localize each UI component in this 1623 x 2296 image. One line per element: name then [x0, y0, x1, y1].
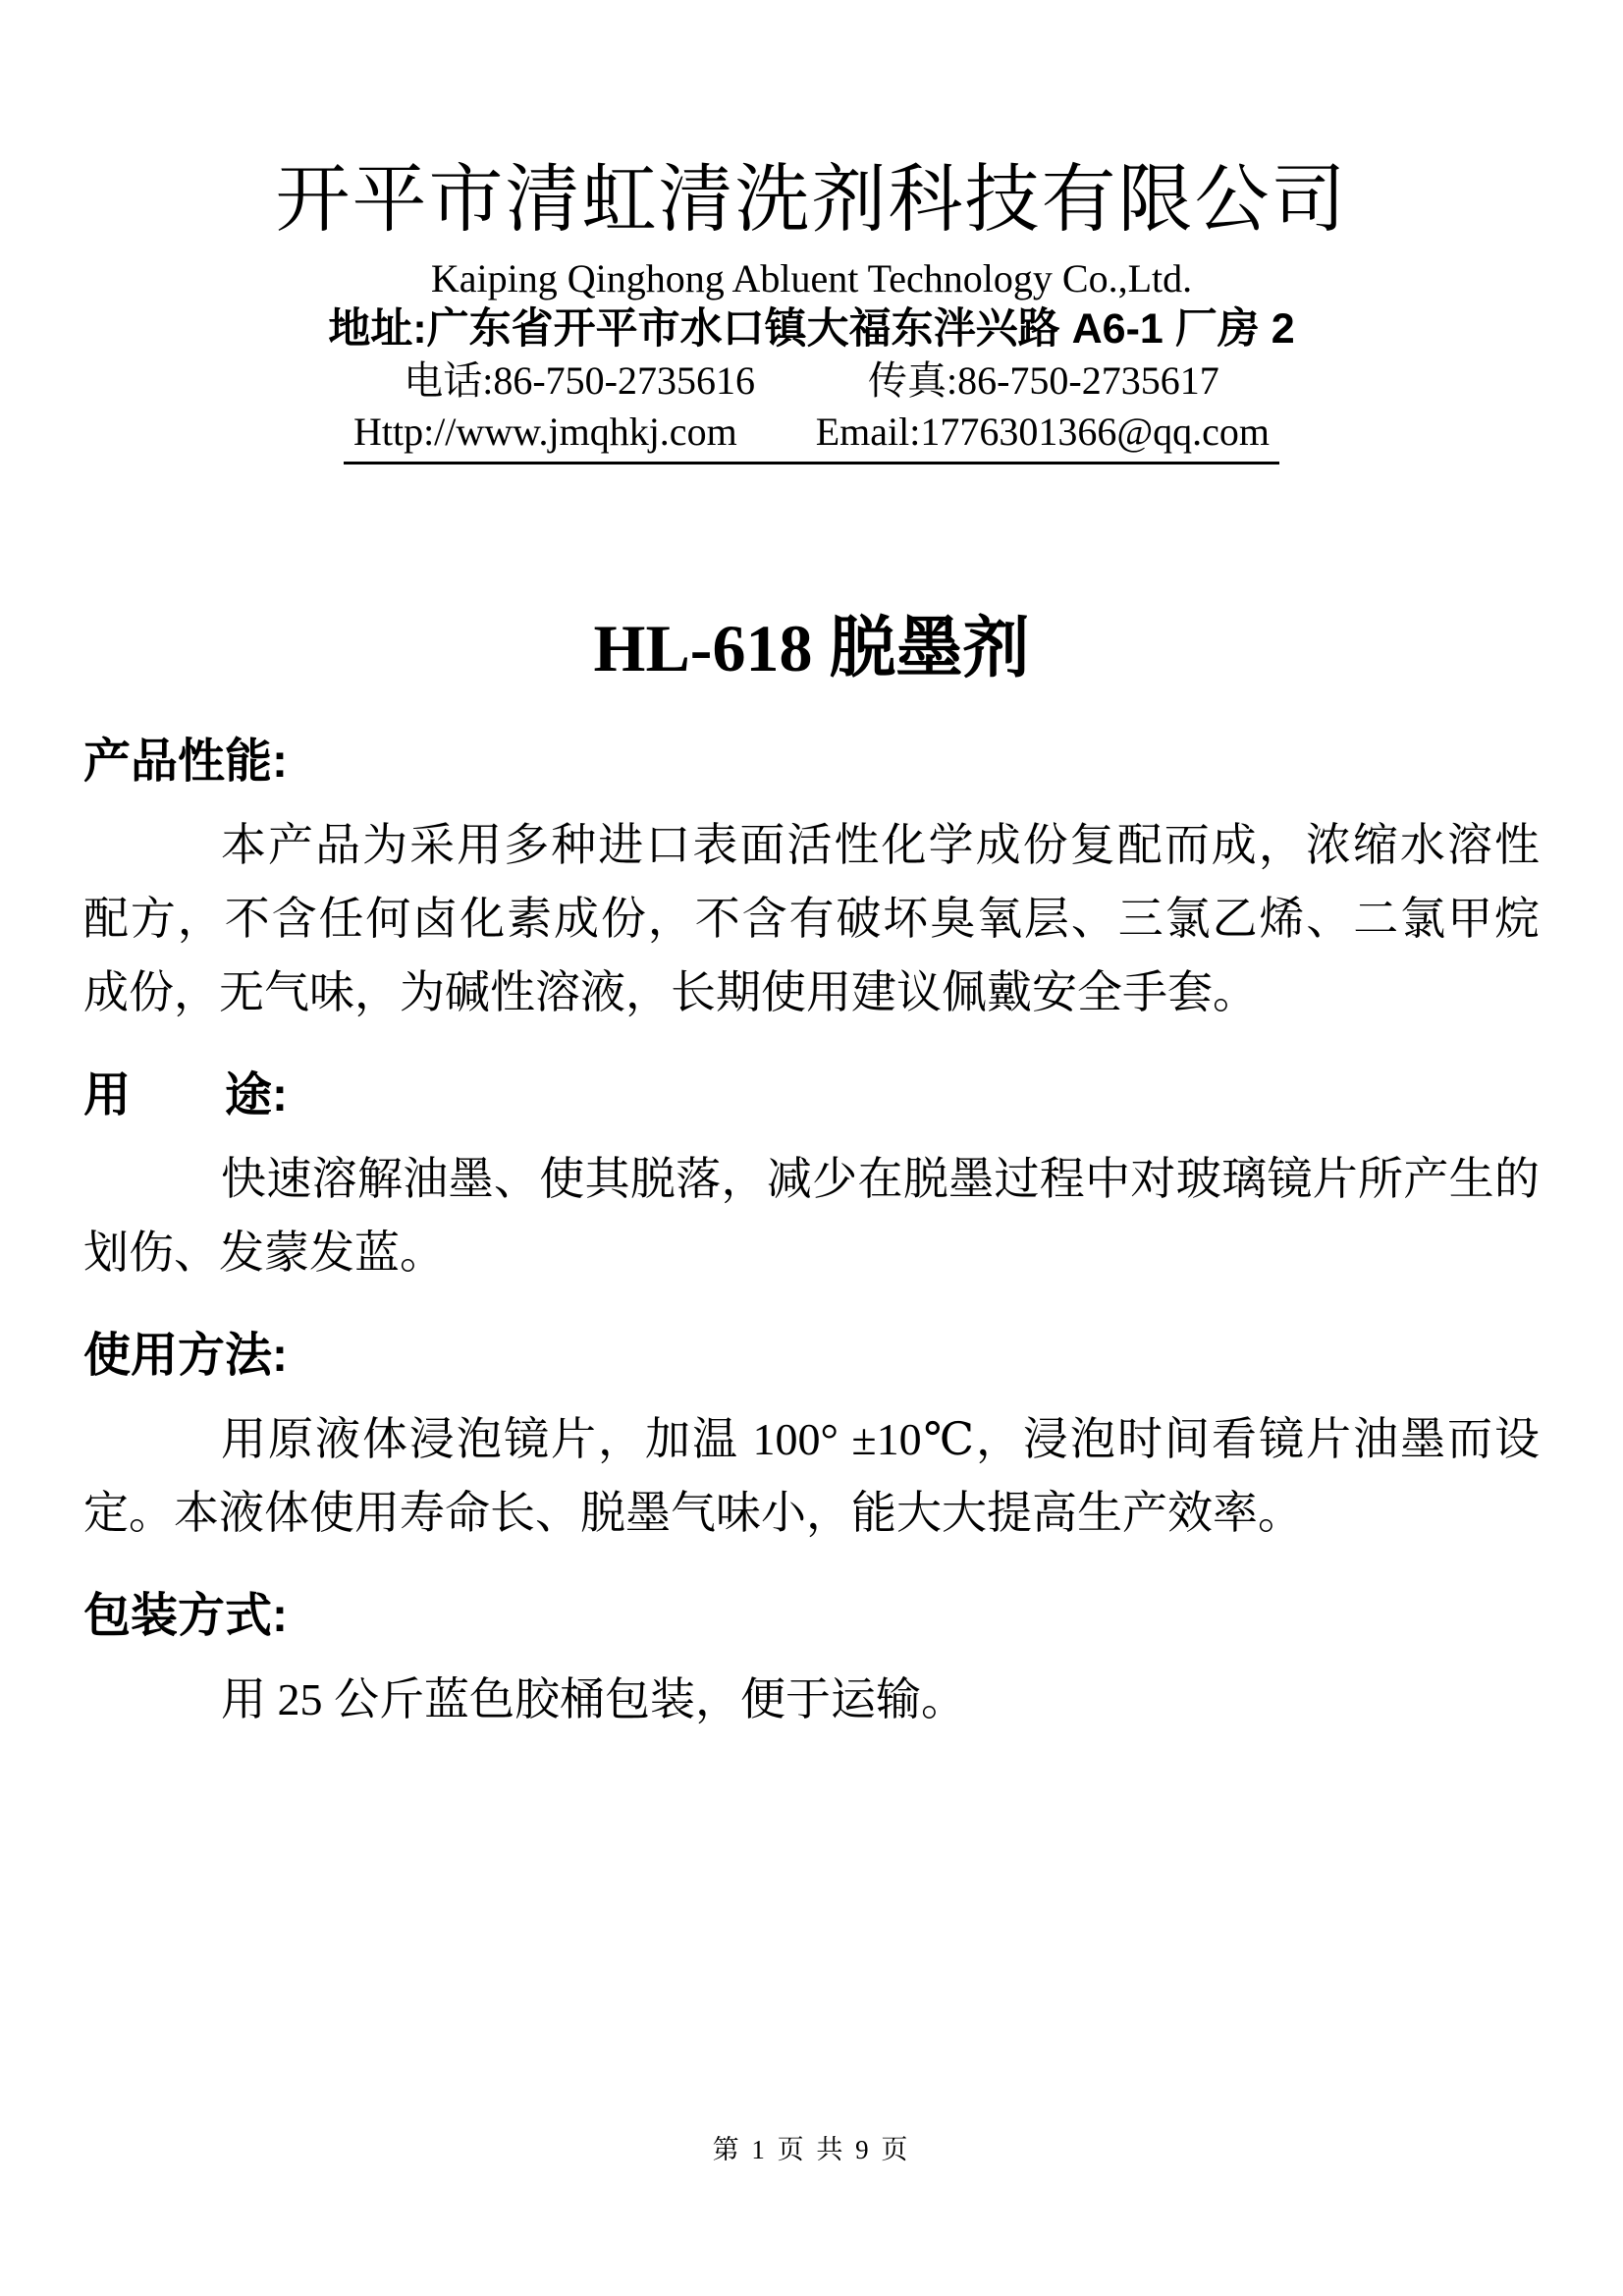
- body-line: 成份，无气味，为碱性溶液，长期使用建议佩戴安全手套。: [83, 967, 1258, 1017]
- letterhead: [83, 145, 1540, 465]
- section-usage: [83, 1059, 1540, 1289]
- company-address: 地址:广东省开平市水口镇大福东泮兴路 A6-1 厂房 2: [328, 305, 1295, 353]
- section-product-performance: [83, 725, 1540, 1029]
- email-link[interactable]: Email:1776301366@qq.com: [815, 410, 1271, 454]
- body-line: 本产品为采用多种进口表面活性化学成份复配而成，浓缩水溶性: [221, 820, 1540, 870]
- phone-number: 电话:86-750-2735616: [404, 358, 755, 403]
- section-heading: 产品性能:: [83, 736, 288, 788]
- company-name-en: Kaiping Qinghong Abluent Technology Co.,Ltd.: [430, 256, 1193, 301]
- website-email-underline: [344, 407, 1279, 465]
- body-line: 用 25 公斤蓝色胶桶包装，便于运输。: [221, 1674, 966, 1724]
- section-body: [83, 1402, 1540, 1550]
- company-name-cn: 开平市清虹清洗剂科技有限公司: [275, 159, 1348, 242]
- fax-number: 传真:86-750-2735617: [868, 358, 1219, 403]
- body-line: 配方，不含任何卤化素成份，不含有破坏臭氧层、三氯乙烯、二氯甲烷: [83, 894, 1540, 944]
- body-line: 快速溶解油墨、使其脱落，减少在脱墨过程中对玻璃镜片所产生的: [221, 1154, 1540, 1204]
- section-heading: 用 途:: [83, 1069, 288, 1121]
- section-packaging: [83, 1579, 1540, 1736]
- product-title: HL-618 脱墨剂: [593, 611, 1030, 685]
- phone-fax-line: [83, 355, 1540, 407]
- body-line: 用原液体浸泡镜片，加温 100° ±10℃，浸泡时间看镜片油墨而设: [221, 1414, 1540, 1464]
- section-usage-method: [83, 1319, 1540, 1550]
- section-body: [83, 1142, 1540, 1289]
- section-body: [83, 1663, 1540, 1736]
- section-heading: 包装方式:: [83, 1590, 288, 1642]
- website-email-line: [83, 407, 1540, 465]
- body-line: 定。本液体使用寿命长、脱墨气味小，能大大提高生产效率。: [83, 1488, 1303, 1538]
- website-link[interactable]: Http://www.jmqhkj.com: [352, 410, 737, 454]
- section-body: [83, 808, 1540, 1029]
- body-line: 划伤、发蒙发蓝。: [83, 1228, 445, 1278]
- page-number: 第 1 页 共 9 页: [712, 2135, 911, 2164]
- section-heading: 使用方法:: [83, 1330, 288, 1382]
